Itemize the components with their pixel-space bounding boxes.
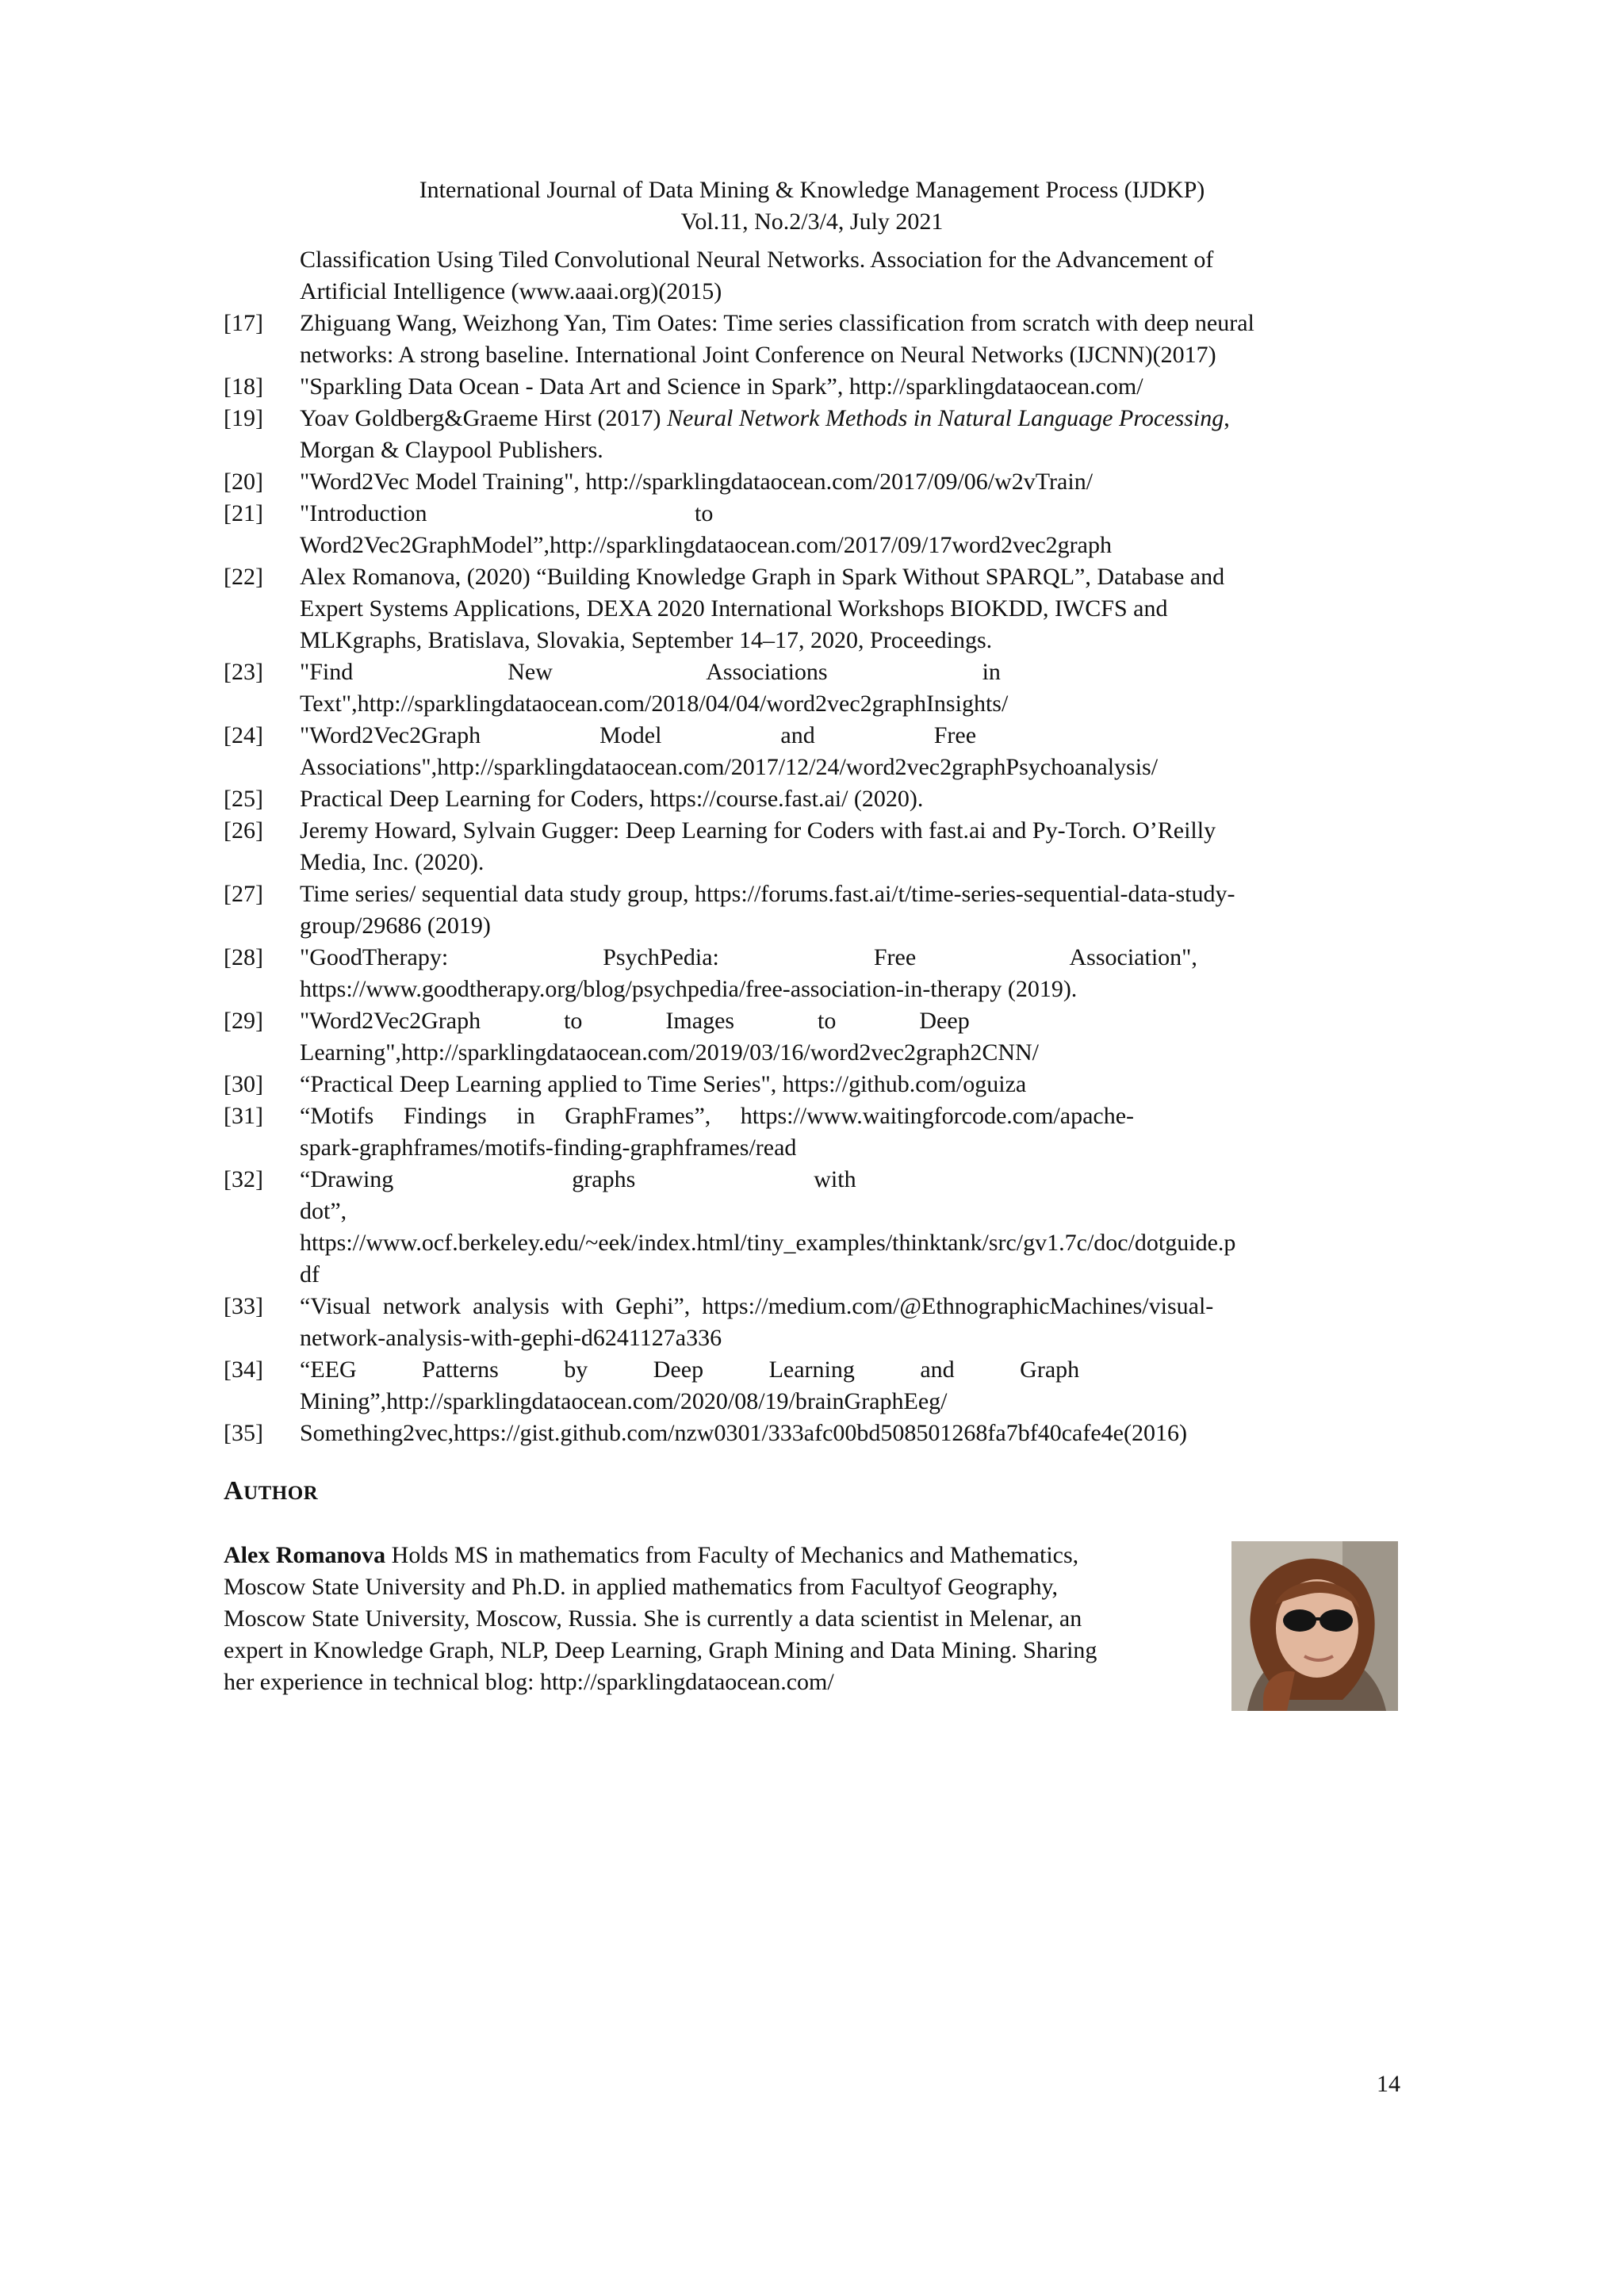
reference-number: [25] [224, 786, 263, 812]
reference-line: Word2Vec2GraphModel”,http://sparklingdataocean.com/2017/09/17word2vec2graph [300, 532, 1112, 558]
author-name: Alex Romanova [224, 1542, 386, 1568]
reference-line: "Find New Associations in [300, 659, 1001, 685]
reference-line: Associations",http://sparklingdataocean.com/2017/12/24/word2vec2graphPsychoanalysis/ [300, 754, 1159, 780]
author-photo [1231, 1541, 1398, 1711]
reference-item [224, 244, 1389, 308]
page-number: 14 [1377, 2071, 1400, 2097]
reference-line: "Word2Vec Model Training", http://sparklingdataocean.com/2017/09/06/w2vTrain/ [300, 469, 1094, 495]
reference-number: [22] [224, 564, 263, 590]
reference-line: Learning",http://sparklingdataocean.com/2019/03/16/word2vec2graph2CNN/ [300, 1039, 1040, 1066]
reference-text [300, 1354, 1465, 1418]
author-bio-line: Moscow State University, Moscow, Russia. She is currently a data scientist in Melenar, an [224, 1605, 1082, 1632]
reference-item [224, 1100, 1389, 1164]
reference-number: [23] [224, 659, 263, 685]
reference-line: Practical Deep Learning for Coders, https://course.fast.ai/ (2020). [300, 786, 924, 812]
reference-item [224, 561, 1389, 656]
reference-line: "GoodTherapy: PsychPedia: Free Association", [300, 944, 1197, 970]
reference-number: [33] [224, 1293, 263, 1319]
author-bio-line: Moscow State University and Ph.D. in applied mathematics from Facultyof Geography, [224, 1574, 1059, 1600]
reference-number: [17] [224, 310, 263, 336]
reference-text [300, 371, 1465, 403]
reference-text [300, 308, 1465, 371]
reference-line: Alex Romanova, (2020) “Building Knowledge Graph in Spark Without SPARQL”, Database and [300, 564, 1225, 590]
reference-item [224, 1418, 1389, 1449]
reference-item [224, 1069, 1389, 1100]
reference-number: [21] [224, 500, 263, 526]
reference-item [224, 1354, 1389, 1418]
reference-line: Something2vec,https://gist.github.com/nzw0301/333afc00bd508501268fa7bf40cafe4e(2016) [300, 1420, 1187, 1446]
reference-text [300, 466, 1465, 498]
reference-line: https://www.goodtherapy.org/blog/psychpedia/free-association-in-therapy (2019). [300, 976, 1078, 1002]
reference-text [300, 815, 1465, 878]
reference-line: “Motifs Findings in GraphFrames”, https://www.waitingforcode.com/apache- [300, 1103, 1135, 1129]
reference-line: “Practical Deep Learning applied to Time Series", https://github.com/oguiza [300, 1071, 1027, 1097]
author-bio-line: Holds MS in mathematics from Faculty of Mechanics and Mathematics, [385, 1542, 1079, 1568]
reference-text [300, 498, 1465, 561]
reference-text [300, 1069, 1465, 1100]
reference-line: “Drawing graphs with [300, 1166, 856, 1192]
reference-line: Text",http://sparklingdataocean.com/2018/04/04/word2vec2graphInsights/ [300, 691, 1009, 717]
reference-item [224, 656, 1389, 720]
reference-item [224, 403, 1389, 466]
journal-header [0, 174, 1624, 238]
reference-number: [34] [224, 1357, 263, 1383]
reference-line: Morgan & Claypool Publishers. [300, 437, 603, 463]
reference-number [224, 244, 300, 308]
reference-item [224, 1005, 1389, 1069]
reference-item [224, 371, 1389, 403]
reference-line: https://www.ocf.berkeley.edu/~eek/index.html/tiny_examples/thinktank/src/gv1.7c/doc/dotguide.p [300, 1230, 1236, 1256]
reference-item [224, 720, 1389, 783]
reference-item [224, 878, 1389, 942]
reference-line: "Word2Vec2Graph to Images to Deep [300, 1008, 970, 1034]
reference-line: Media, Inc. (2020). [300, 849, 485, 875]
reference-item [224, 466, 1389, 498]
reference-line: Classification Using Tiled Convolutional Neural Networks. Association for the Advancement of [300, 247, 1214, 273]
reference-number: [20] [224, 469, 263, 495]
reference-line: network-analysis-with-gephi-d6241127a336 [300, 1325, 722, 1351]
reference-number: [27] [224, 881, 263, 907]
reference-text [300, 720, 1465, 783]
reference-line: , [1224, 405, 1230, 431]
author-bio-line: expert in Knowledge Graph, NLP, Deep Learning, Graph Mining and Data Mining. Sharing [224, 1637, 1097, 1663]
reference-text [300, 1005, 1465, 1069]
reference-text [300, 403, 1465, 466]
reference-text [300, 783, 1465, 815]
author-bio [224, 1540, 1229, 1698]
journal-title: International Journal of Data Mining & Knowledge Management Process (IJDKP) [419, 177, 1205, 203]
reference-text [300, 1164, 1465, 1291]
reference-text [300, 878, 1465, 942]
reference-line: Artificial Intelligence (www.aaai.org)(2015) [300, 278, 722, 304]
reference-item [224, 308, 1389, 371]
reference-text [300, 244, 1465, 308]
reference-list [224, 244, 1389, 1449]
reference-line: Jeremy Howard, Sylvain Gugger: Deep Learning for Coders with fast.ai and Py-Torch. O’Reilly [300, 817, 1216, 844]
reference-number: [24] [224, 722, 263, 748]
reference-line: Zhiguang Wang, Weizhong Yan, Tim Oates: Time series classification from scratch with deep neural [300, 310, 1254, 336]
reference-number: [26] [224, 817, 263, 844]
reference-item [224, 815, 1389, 878]
reference-item [224, 783, 1389, 815]
reference-title-italic: Neural Network Methods in Natural Language Processing [667, 405, 1224, 431]
reference-number: [30] [224, 1071, 263, 1097]
reference-line: “Visual network analysis with Gephi”, https://medium.com/@EthnographicMachines/visual- [300, 1293, 1214, 1319]
reference-line: Time series/ sequential data study group, https://forums.fast.ai/t/time-series-sequential-data-study- [300, 881, 1235, 907]
reference-line: MLKgraphs, Bratislava, Slovakia, September 14–17, 2020, Proceedings. [300, 627, 993, 653]
journal-issue: Vol.11, No.2/3/4, July 2021 [680, 209, 944, 235]
reference-text [300, 1418, 1465, 1449]
reference-line: “EEG Patterns by Deep Learning and Graph [300, 1357, 1080, 1383]
reference-number: [31] [224, 1103, 263, 1129]
reference-line: df [300, 1261, 320, 1288]
author-section-heading: AUTHOR [224, 1476, 319, 1506]
reference-line: "Sparkling Data Ocean - Data Art and Science in Spark”, http://sparklingdataocean.com/ [300, 373, 1143, 400]
reference-item [224, 1164, 1389, 1291]
reference-line: "Introduction to [300, 500, 714, 526]
reference-text [300, 656, 1465, 720]
reference-item [224, 1291, 1389, 1354]
reference-line: spark-graphframes/motifs-finding-graphframes/read [300, 1135, 797, 1161]
reference-number: [29] [224, 1008, 263, 1034]
reference-text [300, 561, 1465, 656]
reference-item [224, 942, 1389, 1005]
reference-line: "Word2Vec2Graph Model and Free [300, 722, 977, 748]
reference-text [300, 1100, 1465, 1164]
reference-line: dot”, [300, 1198, 347, 1224]
author-bio-line: her experience in technical blog: http://sparklingdataocean.com/ [224, 1669, 834, 1695]
reference-text [300, 1291, 1465, 1354]
reference-text [300, 942, 1465, 1005]
reference-number: [19] [224, 405, 263, 431]
reference-number: [18] [224, 373, 263, 400]
reference-line: Mining”,http://sparklingdataocean.com/2020/08/19/brainGraphEeg/ [300, 1388, 948, 1414]
reference-line: Expert Systems Applications, DEXA 2020 International Workshops BIOKDD, IWCFS and [300, 595, 1168, 622]
reference-item [224, 498, 1389, 561]
reference-line: Yoav Goldberg&Graeme Hirst (2017) [300, 405, 667, 431]
reference-number: [28] [224, 944, 263, 970]
reference-line: networks: A strong baseline. International Joint Conference on Neural Networks (IJCNN)(2017) [300, 342, 1216, 368]
reference-number: [35] [224, 1420, 263, 1446]
reference-line: group/29686 (2019) [300, 913, 491, 939]
reference-number: [32] [224, 1166, 263, 1192]
